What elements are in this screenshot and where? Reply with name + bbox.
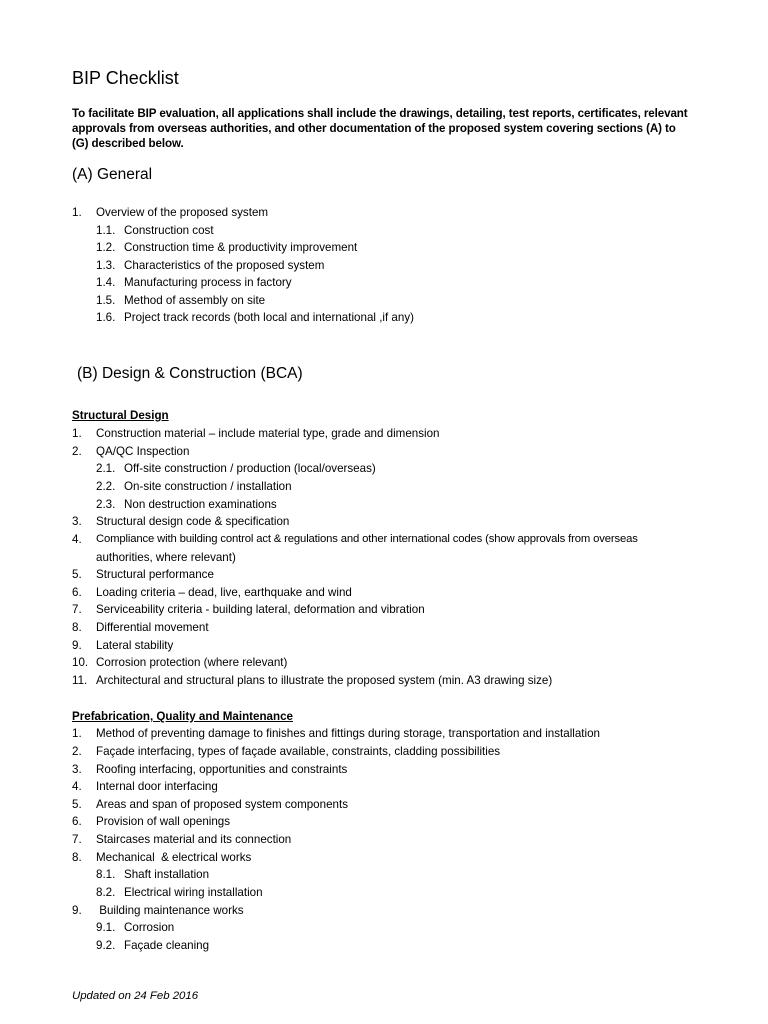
item-text: Structural design code & specification bbox=[96, 515, 290, 528]
item-text: Non destruction examinations bbox=[124, 497, 277, 511]
item-number: 2. bbox=[72, 745, 82, 758]
item-text: Corrosion bbox=[124, 921, 175, 934]
item-number: 8.1. bbox=[96, 868, 116, 881]
footer-updated-date: Updated on 24 Feb 2016 bbox=[72, 990, 199, 1002]
item-text: Shaft installation bbox=[124, 868, 210, 881]
item-number: 1.5. bbox=[96, 293, 116, 307]
item-number: 7. bbox=[72, 833, 82, 846]
item-text: Areas and span of proposed system components bbox=[96, 797, 348, 811]
item-number: 4. bbox=[72, 780, 82, 793]
item-number: 5. bbox=[72, 797, 82, 811]
item-text: Construction cost bbox=[124, 223, 214, 237]
item-number: 7. bbox=[72, 603, 82, 616]
item-number: 9. bbox=[72, 903, 82, 917]
item-text: Serviceability criteria - building lateral, deformation and vibration bbox=[96, 603, 425, 616]
item-text: Staircases material and its connection bbox=[96, 833, 292, 846]
item-number: 1. bbox=[72, 727, 82, 740]
item-text: Building maintenance works bbox=[96, 903, 244, 917]
item-text: On-site construction / installation bbox=[124, 480, 292, 493]
item-text: Differential movement bbox=[96, 621, 209, 634]
intro-paragraph: To facilitate BIP evaluation, all applications shall include the drawings, detailing, test reports, certificates, relevant approvals from overseas authorities, and other documentation of the proposed system covering sections (A) to (G) described below. bbox=[72, 107, 688, 150]
section-a-heading: (A) General bbox=[72, 166, 153, 183]
item-number: 6. bbox=[72, 585, 82, 599]
prefab-heading: Prefabrication, Quality and Maintenance bbox=[72, 710, 293, 723]
item-text: Construction time & productivity improvement bbox=[124, 241, 358, 254]
item-number: 6. bbox=[72, 815, 82, 828]
item-text: Façade cleaning bbox=[124, 938, 210, 952]
item-text: Corrosion protection (where relevant) bbox=[96, 656, 288, 669]
item-number: 5. bbox=[72, 568, 82, 581]
item-number: 8. bbox=[72, 850, 82, 864]
item-text: Structural performance bbox=[96, 568, 214, 581]
item-text: Characteristics of the proposed system bbox=[124, 258, 325, 272]
item-number: 9.2. bbox=[96, 938, 116, 952]
item-number: 1.2. bbox=[96, 241, 116, 254]
item-text: Lateral stability bbox=[96, 638, 174, 652]
item-text: Electrical wiring installation bbox=[124, 885, 263, 899]
section-b-heading: (B) Design & Construction (BCA) bbox=[77, 365, 303, 382]
page-title: BIP Checklist bbox=[72, 68, 179, 88]
item-number: 2.2. bbox=[96, 480, 116, 493]
item-number: 3. bbox=[72, 762, 82, 776]
structural-design-heading: Structural Design bbox=[72, 409, 169, 422]
item-text: Construction material – include material type, grade and dimension bbox=[96, 427, 440, 440]
item-number: 9.1. bbox=[96, 921, 116, 934]
item-text: Roofing interfacing, opportunities and constraints bbox=[96, 762, 348, 776]
item-number: 1. bbox=[72, 427, 82, 440]
item-number: 9. bbox=[72, 638, 82, 652]
item-number: 2. bbox=[72, 444, 82, 458]
item-number: 1. bbox=[72, 206, 82, 219]
item-number: 1.6. bbox=[96, 311, 116, 324]
item-text: Compliance with building control act & regulations and other international codes (show approvals from overseas bbox=[96, 533, 638, 545]
item-number: 10. bbox=[72, 656, 89, 669]
item-text: authorities, where relevant) bbox=[96, 550, 236, 564]
item-text: Internal door interfacing bbox=[96, 780, 218, 793]
item-number: 3. bbox=[72, 515, 82, 528]
item-number: 1.4. bbox=[96, 276, 116, 289]
item-number: 8. bbox=[72, 621, 82, 634]
item-text: Off-site construction / production (local/overseas) bbox=[124, 462, 376, 475]
item-text: Provision of wall openings bbox=[96, 815, 231, 828]
item-text: Overview of the proposed system bbox=[96, 206, 269, 219]
item-text: Method of preventing damage to finishes and fittings during storage, transportation and installation bbox=[96, 727, 600, 740]
item-text: QA/QC Inspection bbox=[96, 444, 190, 458]
item-text: Façade interfacing, types of façade available, constraints, cladding possibilities bbox=[96, 745, 501, 758]
item-text: Method of assembly on site bbox=[124, 293, 266, 307]
item-number: 2.1. bbox=[96, 462, 116, 475]
item-text: Architectural and structural plans to illustrate the proposed system (min. A3 drawing size) bbox=[96, 674, 553, 687]
item-number: 1.3. bbox=[96, 258, 116, 272]
item-text: Loading criteria – dead, live, earthquake and wind bbox=[96, 585, 352, 599]
item-number: 8.2. bbox=[96, 885, 116, 899]
item-number: 4. bbox=[72, 533, 82, 546]
item-text: Project track records (both local and international ,if any) bbox=[124, 311, 414, 324]
item-number: 1.1. bbox=[96, 223, 116, 237]
item-text: Manufacturing process in factory bbox=[124, 276, 292, 289]
item-number: 11. bbox=[72, 674, 88, 687]
item-number: 2.3. bbox=[96, 497, 116, 511]
item-text: Mechanical & electrical works bbox=[96, 850, 252, 864]
